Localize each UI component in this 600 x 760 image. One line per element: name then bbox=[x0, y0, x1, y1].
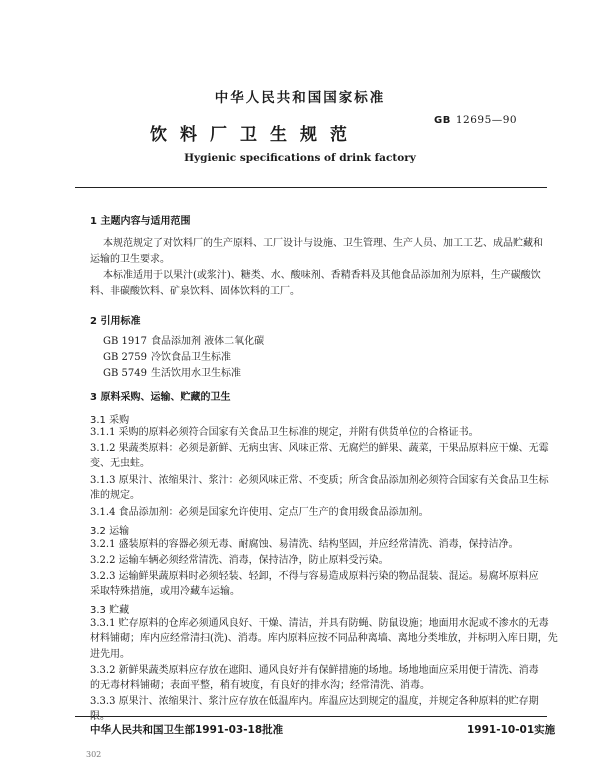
clause-3-1-4: 3.1.4 食品添加剂：必须是国家允许使用、定点厂生产的食用级食品添加剂。 bbox=[90, 507, 429, 518]
clause-3-1-2-line-2: 变、无虫蛀。 bbox=[90, 458, 150, 469]
effective-date: 1991-10-01实施 bbox=[467, 724, 556, 736]
subsection-3-1: 3.1 采购 bbox=[90, 415, 130, 426]
clause-3-2-3-line-2: 采取特殊措施，或用冷藏车运输。 bbox=[90, 586, 240, 597]
clause-3-1-3-line-1: 3.1.3 原果汁、浓缩果汁、浆汁：必须风味正常、不变质；所含食品添加剂必须符合国家有关食品卫生标 bbox=[90, 475, 549, 486]
clause-3-3-1-line-3: 进先用。 bbox=[90, 649, 130, 660]
clause-3-1-2-line-1: 3.1.2 果蔬类原料：必须是新鲜、无病虫害、风味正常、无腐烂的鲜果、蔬菜，干果品原料应干燥、无霉 bbox=[90, 443, 549, 454]
clause-3-2-3-line-1: 3.2.3 运输鲜果蔬原料时必须轻装、轻卸，不得与容易造成原料污染的物品混装、混运。易腐坏原料应 bbox=[90, 571, 539, 582]
standard-org-header: 中华人民共和国国家标准 bbox=[214, 90, 386, 106]
subsection-3-2: 3.2 运输 bbox=[90, 526, 130, 537]
reference-item bbox=[103, 350, 231, 366]
code-prefix: GB bbox=[434, 115, 451, 126]
clause-3-2-2: 3.2.2 运输车辆必须经常清洗、消毒，保持洁净，防止原料受污染。 bbox=[90, 555, 389, 566]
section-2-heading: 2 引用标准 bbox=[90, 316, 141, 327]
section-1-heading: 1 主题内容与适用范围 bbox=[90, 216, 191, 227]
reference-name: 食品添加剂 液体二氧化碳 bbox=[151, 336, 265, 347]
clause-3-3-2-line-2: 的无毒材料铺砌；表面平整，稍有坡度，有良好的排水沟；经常清洗、消毒。 bbox=[90, 680, 430, 691]
document-title: 饮料厂卫生规范 bbox=[150, 125, 360, 145]
subsection-3-3: 3.3 贮藏 bbox=[90, 605, 130, 616]
section-1-paragraph-1-line-2: 运输的卫生要求。 bbox=[90, 254, 170, 265]
clause-3-3-2-line-1: 3.3.2 新鲜果蔬类原料应存放在遮阳、通风良好并有保鲜措施的场地。场地地面应采用便于清洗、消毒 bbox=[90, 665, 539, 676]
reference-name: 生活饮用水卫生标准 bbox=[151, 368, 241, 379]
document-title-en: Hygienic specifications of drink factory bbox=[184, 152, 416, 164]
clause-3-1-1: 3.1.1 采购的原料必须符合国家有关食品卫生标准的规定，并附有供货单位的合格证书。 bbox=[90, 427, 479, 438]
clause-3-3-1-line-2: 材料铺砌；库内应经常清扫(洗)、消毒。库内原料应按不同品种离墙、离地分类堆放，并标明入库日期，先 bbox=[90, 633, 558, 644]
standard-code bbox=[434, 114, 517, 126]
section-1-paragraph-2-line-1: 本标准适用于以果汁(或浆汁)、糖类、水、酸味剂、香精香料及其他食品添加剂为原料，生产碳酸饮 bbox=[103, 270, 541, 281]
section-1-paragraph-1-line-1: 本规范规定了对饮料厂的生产原料、工厂设计与设施、卫生管理、生产人员、加工工艺、成品贮藏和 bbox=[103, 238, 543, 249]
approval-note: 中华人民共和国卫生部1991-03-18批准 bbox=[90, 724, 284, 736]
footer-divider bbox=[75, 716, 547, 717]
code-number: 12695—90 bbox=[455, 114, 518, 126]
section-3-heading: 3 原料采购、运输、贮藏的卫生 bbox=[90, 392, 231, 403]
reference-code: GB 2759 bbox=[103, 352, 147, 363]
section-1-paragraph-2-line-2: 料、非碳酸饮料、矿泉饮料、固体饮料的工厂。 bbox=[90, 286, 300, 297]
clause-3-3-1-line-1: 3.3.1 贮存原料的仓库必须通风良好、干燥、清洁，并具有防蝇、防鼠设施；地面用水泥或不渗水的无毒 bbox=[90, 618, 549, 629]
reference-code: GB 1917 bbox=[103, 336, 147, 347]
reference-item bbox=[103, 334, 264, 350]
page-number: 302 bbox=[86, 750, 102, 759]
header-divider bbox=[75, 187, 547, 188]
clause-3-3-3-line-1: 3.3.3 原果汁、浓缩果汁、浆汁应存放在低温库内。库温应达到规定的温度，并规定各种原料的贮存期 bbox=[90, 696, 539, 707]
reference-name: 冷饮食品卫生标准 bbox=[151, 352, 231, 363]
reference-item bbox=[103, 366, 241, 382]
clause-3-2-1: 3.2.1 盛装原料的容器必须无毒、耐腐蚀、易清洗、结构坚固，并应经常清洗、消毒，保持洁净。 bbox=[90, 539, 519, 550]
clause-3-1-3-line-2: 准的规定。 bbox=[90, 490, 140, 501]
reference-code: GB 5749 bbox=[103, 368, 147, 379]
